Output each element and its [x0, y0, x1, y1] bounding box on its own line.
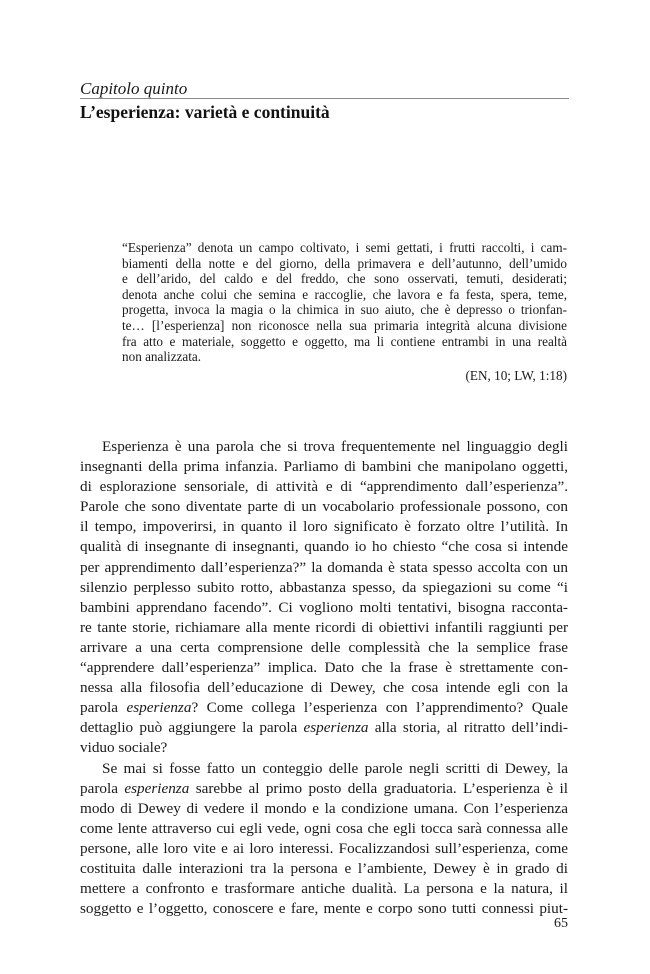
- body-line-text: Parole che sono diventate parte di un vocabolario professionale possono, con: [80, 498, 568, 516]
- body-line-text: qualità di insegnante di insegnanti, quando io ho chiesto “che cosa si intende: [80, 538, 568, 556]
- body-line: [80, 517, 568, 537]
- body-line-text: “apprendere dall’esperienza” implica. Dato che la frase è strettamente con-: [80, 659, 568, 677]
- body-line-text: dettaglio può aggiungere la parola: [80, 719, 304, 737]
- body-line: [80, 477, 568, 497]
- body-line-text: viduo sociale?: [80, 739, 168, 757]
- body-line-text: per apprendimento dall’esperienza?” la domanda è stata spesso accolta con un: [80, 558, 568, 576]
- body-line: [80, 457, 568, 477]
- body-line: [80, 497, 568, 517]
- body-line-text: ? Come collega l’esperienza con l’apprendimento? Quale: [191, 699, 569, 717]
- body-line-text: persone, alle loro vite e ai loro interessi. Focalizzandosi sull’esperienza, come: [80, 839, 568, 857]
- body-line: [80, 879, 568, 899]
- body-line: [80, 437, 568, 457]
- body-line-text: re tante storie, richiamare alla mente ricordi di obiettivi infantili raggiunti per: [80, 618, 568, 636]
- body-line-text: di esplorazione sensoriale, di attività e di “apprendimento dall’esperienza”.: [80, 478, 568, 496]
- body-line-text: come lente attraverso cui egli vede, ogni cosa che egli tocca sarà connessa alle: [80, 819, 568, 837]
- body-line-text: nessa alla filosofia dell’educazione di Dewey, che cosa intende egli con la: [80, 679, 568, 697]
- body-line-text: alla storia, al ritratto dell’indi-: [368, 719, 568, 737]
- body-line: [80, 799, 568, 819]
- epigraph-line: e dell’arido, del caldo e del freddo, che sono osservati, temuti, desiderati;: [122, 271, 567, 287]
- body-line-text: Esperienza è una parola che si trova frequentemente nel linguaggio degli: [102, 438, 568, 455]
- epigraph-line: te… [l’esperienza] non riconosce nella sua primaria integrità alcuna divisione: [122, 317, 567, 333]
- body-line-text: parola: [80, 699, 127, 717]
- header-divider: [80, 98, 569, 99]
- body-line: [80, 738, 568, 758]
- body-line-text: bambini apprendano facendo”. Ci vogliono molti tentativi, bisogna racconta-: [80, 598, 568, 616]
- body-line-text: parola: [80, 779, 125, 797]
- body-line: [80, 638, 568, 658]
- epigraph-line: non analizzata.: [122, 349, 202, 365]
- body-line: [80, 598, 568, 618]
- body-line: [80, 819, 568, 839]
- body-line-text: costituita dalle interazioni tra la persona e l’ambiente, Dewey è in grado di: [80, 859, 568, 877]
- epigraph-line: biamenti della notte e del giorno, della primavera e dell’autunno, dell’umido: [122, 255, 567, 271]
- body-line: [80, 578, 568, 598]
- body-line-text: silenzio perplesso subito rotto, abbastanza spesso, da spiegazioni su come “i: [80, 578, 568, 596]
- body-line-text: insegnanti della prima infanzia. Parliamo di bambini che manipolano oggetti,: [80, 458, 568, 476]
- epigraph-citation: (EN, 10; LW, 1:18): [465, 368, 567, 383]
- body-line: [80, 759, 568, 779]
- body-line-text: arrivare a una certa comprensione delle complessità che la semplice frase: [80, 638, 568, 656]
- body-line-text: il tempo, impoverirsi, in quanto il loro significato è forzato oltre l’utilità. In: [80, 518, 568, 536]
- emphasis-term: esperienza: [124, 779, 190, 797]
- body-line-text: mettere a confronto e trasformare antiche dualità. La persona e la natura, il: [80, 880, 568, 898]
- epigraph-line: fra atto e materiale, soggetto e oggetto, ma li contiene entrambi in una realtà: [122, 333, 567, 349]
- body-line-text: Se mai si fosse fatto un conteggio delle parole negli scritti di Dewey, la: [102, 759, 568, 777]
- body-line: [80, 537, 568, 557]
- epigraph-line: progetta, invoca la magia o la chimica in suo aiuto, che è depresso o trionfan-: [122, 302, 567, 318]
- body-line-text: modo di Dewey di vedere il mondo e la condizione umana. Con l’esperienza: [80, 799, 568, 817]
- body-line: [80, 899, 568, 919]
- body-line: [80, 718, 568, 738]
- epigraph-quote: [122, 240, 567, 365]
- chapter-title: L’esperienza: varietà e continuità: [80, 102, 330, 122]
- body-line: [80, 779, 568, 799]
- body-line: [80, 698, 568, 718]
- body-text: [80, 437, 568, 919]
- body-line: [80, 558, 568, 578]
- page-number: 65: [554, 916, 568, 931]
- epigraph-text: [122, 240, 567, 365]
- epigraph-line: denota anche colui che semina e raccoglie, che lavora e fa festa, spera, teme,: [122, 286, 567, 302]
- epigraph-line: “Esperienza” denota un campo coltivato, i semi gettati, i frutti raccolti, i cam-: [122, 240, 567, 255]
- body-line: [80, 839, 568, 859]
- body-line-text: soggetto e l’oggetto, conoscere e fare, mente e corpo sono tutti connessi piut-: [80, 900, 568, 918]
- body-line-text: sarebbe al primo posto della graduatoria. L’esperienza è il: [189, 779, 568, 797]
- body-line: [80, 859, 568, 879]
- emphasis-term: esperienza: [303, 719, 369, 737]
- body-line: [80, 658, 568, 678]
- body-line: [80, 618, 568, 638]
- chapter-label: Capitolo quinto: [80, 79, 188, 98]
- emphasis-term: esperienza: [126, 699, 192, 717]
- body-line: [80, 678, 568, 698]
